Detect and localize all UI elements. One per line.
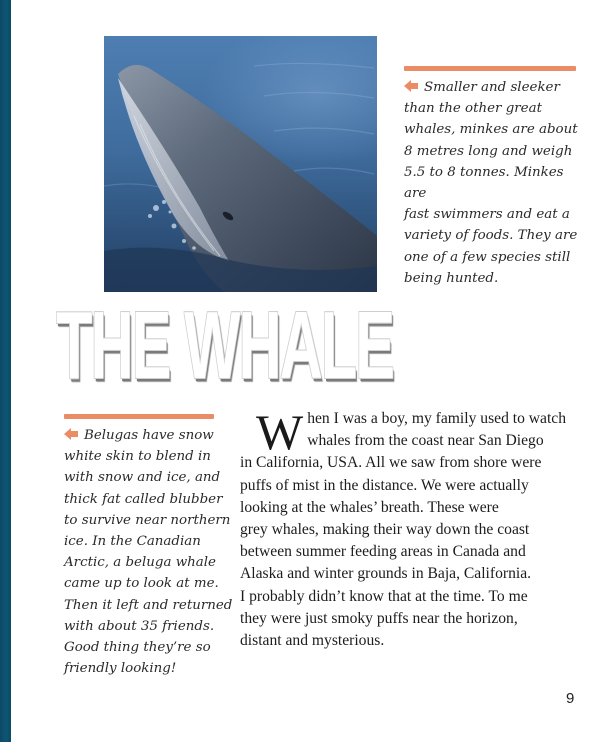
body-line: between summer feeding areas in Canada and [240,543,526,561]
caption-line: white skin to blend in [64,449,211,465]
caption-line: with snow and ice, and [64,470,221,486]
body-line: distant and mysterious. [240,632,385,650]
caption-line: Smaller and sleeker [404,77,589,98]
caption-line: Arctic, a beluga whale [64,555,216,571]
caption-line: 5.5 to 8 tonnes. Minkes are [404,164,564,202]
caption-line: than the other great [404,101,542,117]
caption-line: to survive near northern [64,512,231,528]
accent-rule [64,414,214,419]
caption-line: with about 35 friends. [64,618,215,634]
body-line: in California, USA. All we saw from shore were [240,454,542,472]
body-line: grey whales, making their way down the coast [240,521,530,539]
page-edge-bar [0,0,11,742]
caption-line: 8 metres long and weigh [404,143,573,159]
body-line: puffs of mist in the distance. We were actually [240,476,529,494]
page-number: 9 [566,690,575,707]
caption-line: thick fat called blubber [64,491,223,507]
caption-line: fast swimmers and eat a [404,207,570,223]
body-line: Alaska and winter grounds in Baja, California. [240,565,532,583]
caption-line: friendly looking! [64,661,177,677]
body-line: whales from the coast near San Diego [307,432,544,450]
accent-rule [404,66,576,71]
body-paragraph [240,404,585,652]
caption-line: whales, minkes are about [404,122,578,138]
body-line: looking at the whales’ breath. These were [240,498,499,516]
drop-cap: W [256,404,304,460]
caption-line: Then it left and returned [64,597,233,613]
arrow-left-icon [64,428,78,440]
arrow-left-icon [404,80,418,92]
body-line: they were just smoky puffs near the horizon, [240,609,518,627]
caption-line: variety of foods. They are [404,228,578,244]
page-title: THE WHALE [56,292,394,399]
caption-line: Belugas have snow [64,425,239,446]
whale-illustration [104,36,377,292]
whale-photo [104,36,377,292]
body-line: hen I was a boy, my family used to watch [307,410,567,427]
beluga-caption [64,425,239,679]
body-line: I probably didn’t know that at the time. To me [240,587,528,605]
caption-line: one of a few species still [404,249,571,265]
caption-line: ice. In the Canadian [64,534,201,550]
minke-caption [404,77,589,289]
caption-line: Good thing they’re so [64,640,211,656]
caption-line: being hunted. [404,270,499,286]
caption-line: came up to look at me. [64,576,219,592]
